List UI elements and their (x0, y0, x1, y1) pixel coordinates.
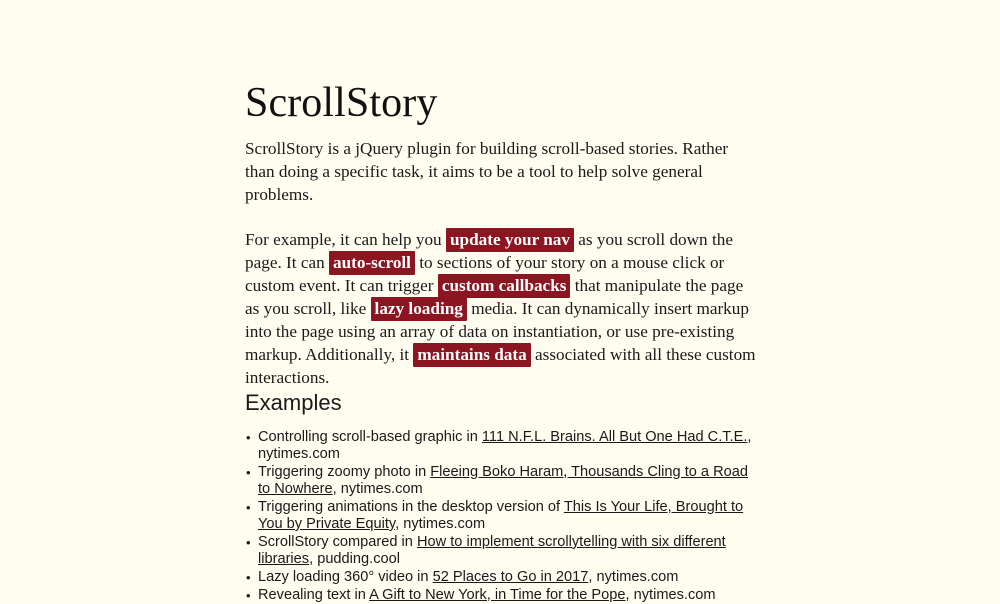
page-title: ScrollStory (245, 80, 438, 126)
highlight-auto-scroll: auto-scroll (329, 251, 415, 275)
intro-text-segment-6: associated with all these custom interactions. (245, 345, 756, 387)
list-item-prefix: Triggering animations in the desktop version of (258, 498, 564, 515)
list-item-suffix: , nytimes.com (258, 428, 752, 462)
list-item-suffix: , nytimes.com (395, 515, 486, 532)
highlight-update-your-nav: update your nav (446, 228, 574, 252)
intro-section (245, 137, 761, 389)
list-item-link[interactable]: This Is Your Life, Brought to You by Private Equity (258, 498, 744, 532)
list-item-suffix: , pudding.cool (309, 551, 400, 568)
examples-section (245, 389, 761, 604)
list-item-link[interactable]: A Gift to New York, in Time for the Pope (369, 586, 626, 603)
intro-text-segment-3: to sections of your story on a mouse click or custom event. It can trigger (245, 253, 725, 295)
list-item-prefix: Revealing text in (258, 586, 370, 603)
highlight-maintains-data: maintains data (413, 343, 530, 367)
list-item-prefix: Triggering zoomy photo in (258, 463, 431, 480)
list-item-suffix: , nytimes.com (625, 586, 716, 603)
list-item (245, 429, 761, 464)
list-item-suffix: , nytimes.com (588, 568, 679, 585)
examples-heading: Examples (245, 390, 342, 415)
list-item-link[interactable]: 52 Places to Go in 2017 (432, 568, 589, 585)
highlight-lazy-loading: lazy loading (371, 297, 467, 321)
list-item (245, 587, 761, 604)
examples-list (245, 429, 761, 604)
list-item-prefix: Lazy loading 360° video in (258, 568, 433, 585)
intro-text-segment-2: as you scroll down the page. It can (245, 230, 733, 272)
intro-text-segment-4: that manipulate the page as you scroll, like (245, 276, 744, 318)
intro-paragraph-2 (245, 228, 761, 389)
list-item-link[interactable]: 111 N.F.L. Brains. All But One Had C.T.E. (481, 428, 748, 445)
list-item-suffix: , nytimes.com (332, 480, 423, 497)
list-item-link[interactable]: How to implement scrollytelling with six different libraries (258, 533, 726, 568)
list-item-prefix: Controlling scroll-based graphic in (258, 428, 482, 445)
intro-paragraph-1: ScrollStory is a jQuery plugin for building scroll-based stories. Rather than doing a specific task, it aims to be a tool to help solve general problems. (245, 139, 729, 204)
list-item-link[interactable]: Fleeing Boko Haram, Thousands Cling to a Road to Nowhere (258, 463, 748, 497)
intro-text-segment-1: For example, it can help you (245, 230, 446, 249)
list-item (245, 464, 761, 499)
list-item (245, 569, 761, 586)
intro-text-segment-5: media. It can dynamically insert markup into the page using an array of data on instantiation, or use pre-existing markup. Additionally, it (245, 299, 749, 364)
list-item-prefix: ScrollStory compared in (258, 533, 417, 550)
list-item (245, 499, 761, 534)
list-item (245, 534, 761, 569)
highlight-custom-callbacks: custom callbacks (438, 274, 571, 298)
